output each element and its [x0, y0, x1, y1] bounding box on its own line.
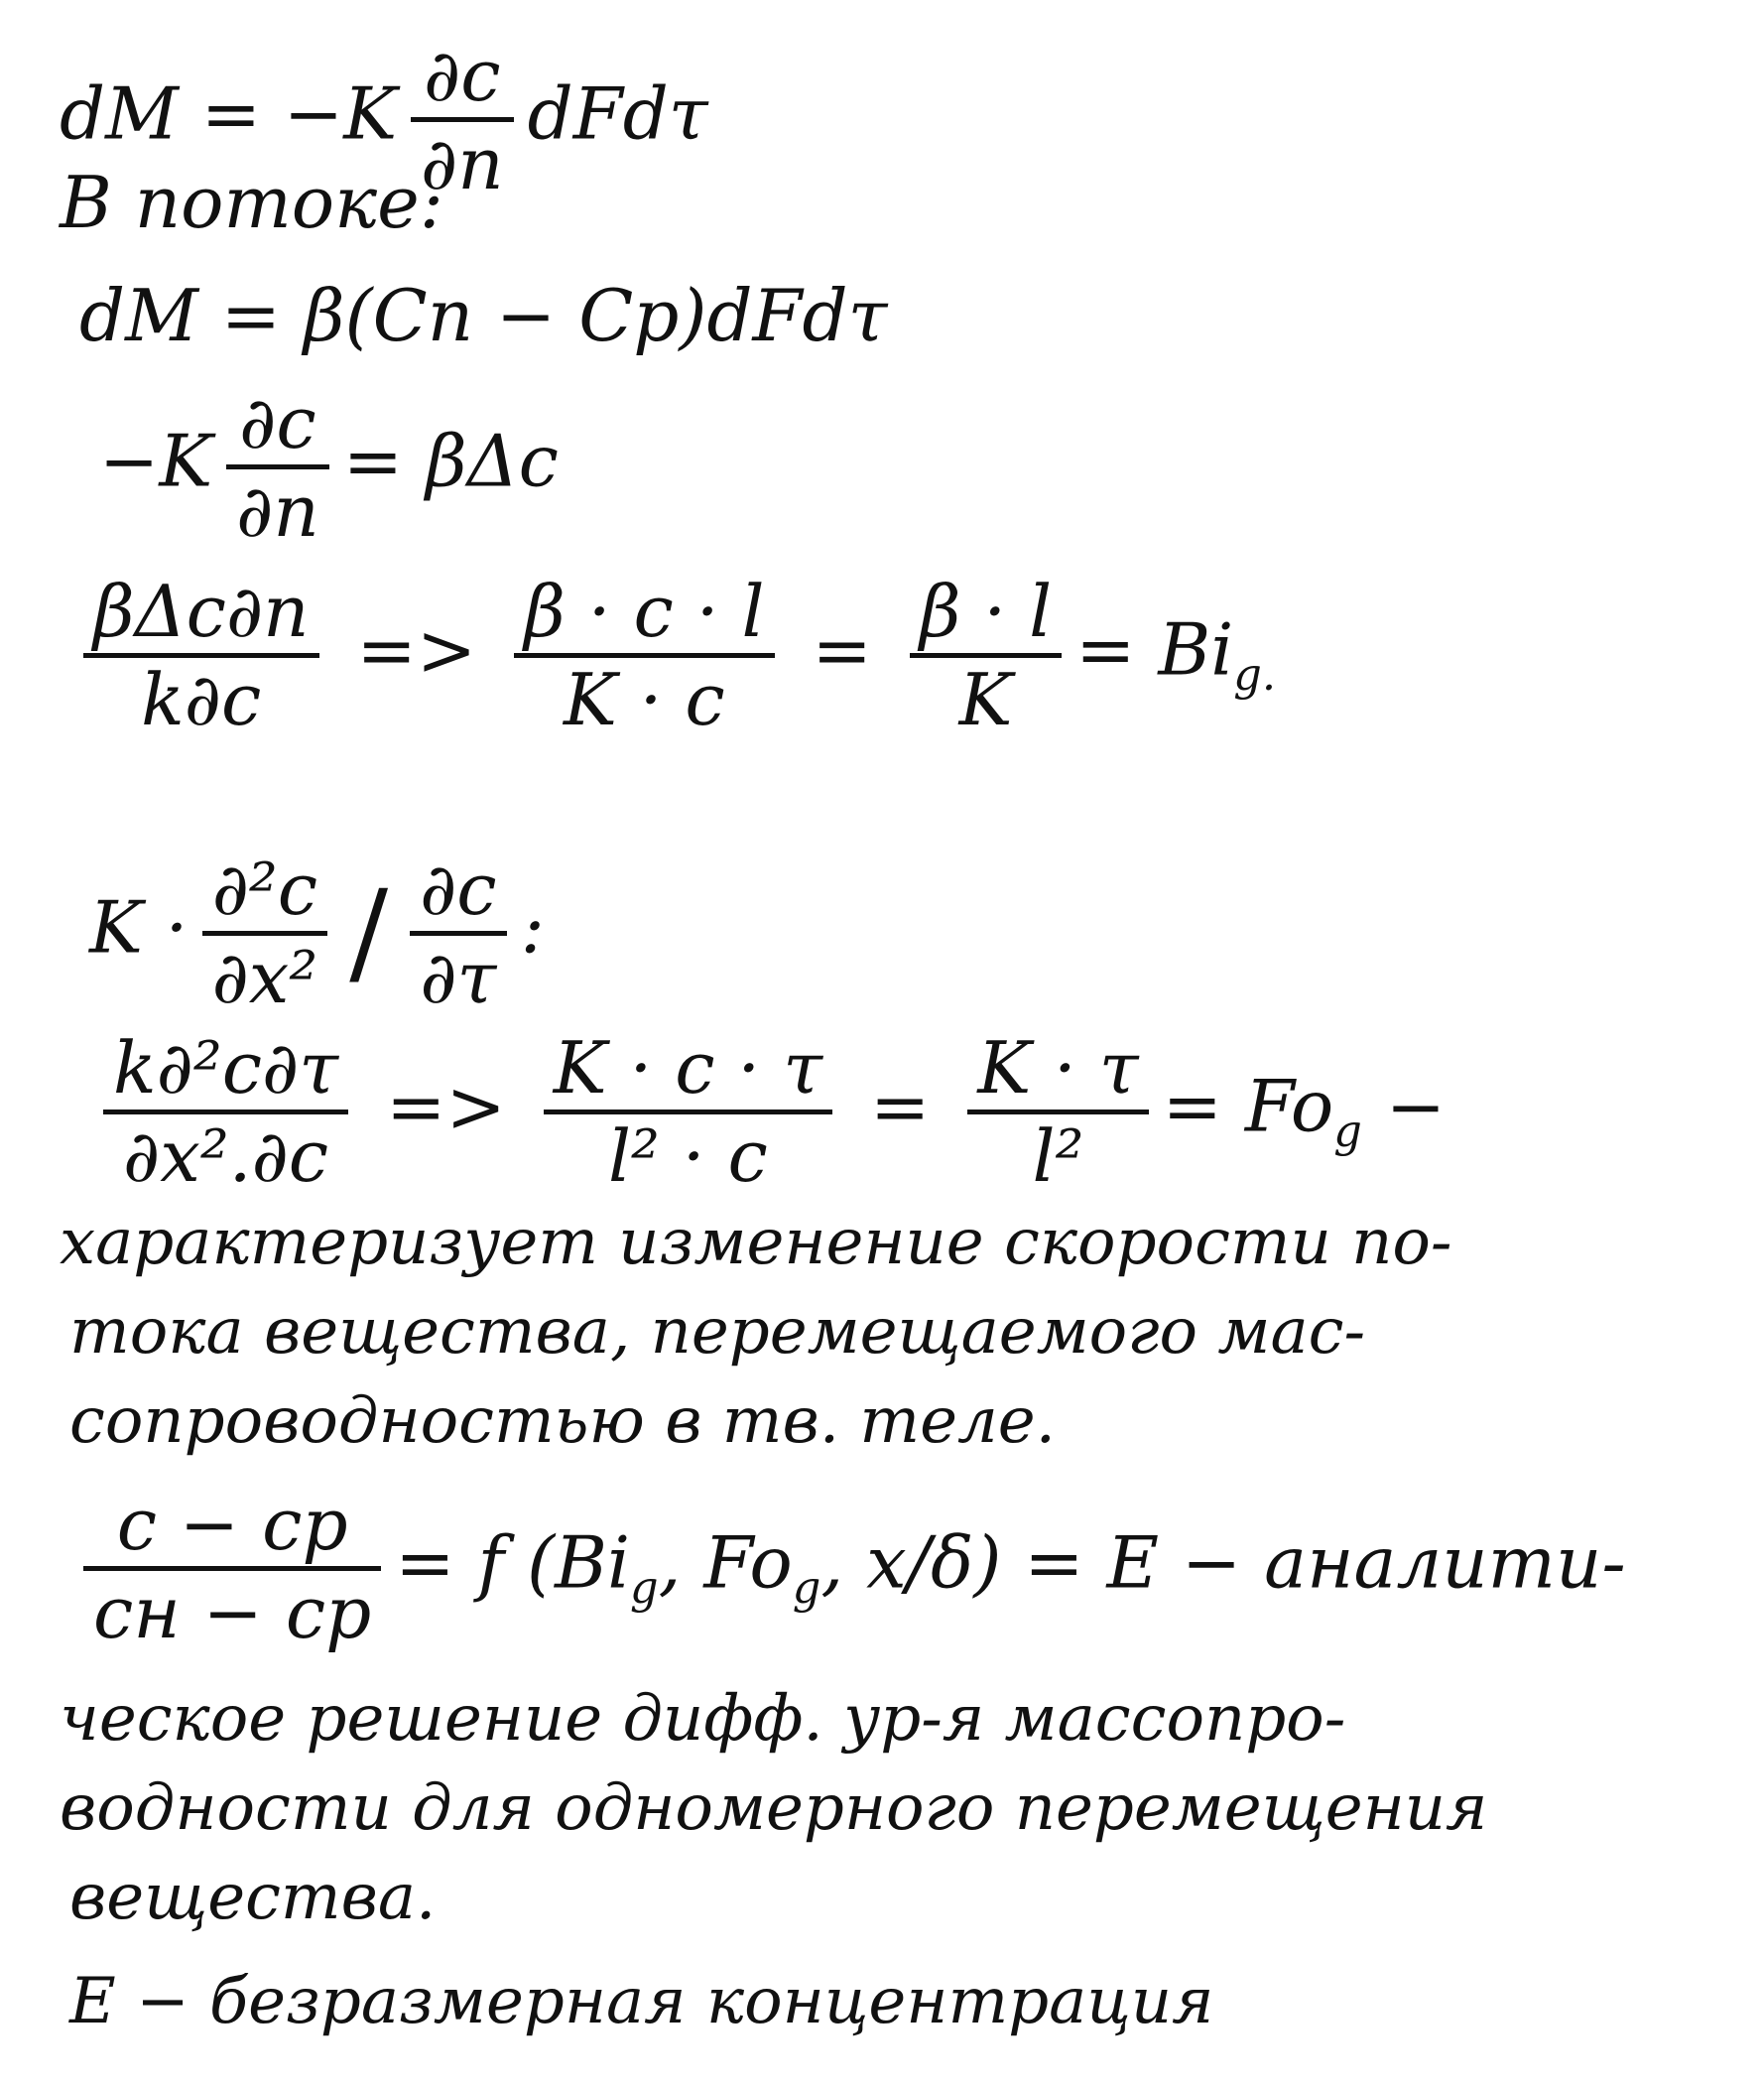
eq7-tail-subscript: g — [1333, 1106, 1362, 1158]
eq6-tail: : — [520, 885, 545, 970]
equation-line-6 — [89, 848, 545, 1019]
eq7-f1-denominator: ∂x².∂c — [122, 1114, 329, 1198]
heading-in-flow: В потоке: — [60, 161, 443, 244]
eq5-f2-denominator: K · c — [563, 658, 725, 741]
eq5-fraction-1 — [83, 570, 319, 741]
equation-line-5-biot — [69, 570, 1277, 741]
eq7-f1-numerator: k∂²c∂τ — [103, 1032, 348, 1114]
eq5-f1-numerator: βΔc∂n — [83, 576, 319, 658]
eq5-fraction-2 — [514, 570, 774, 741]
equation-line-4 — [99, 381, 559, 553]
eq7-fraction-3 — [967, 1026, 1148, 1198]
eq8-fraction-1 — [83, 1483, 381, 1654]
eq7-dash: − — [1385, 1064, 1447, 1148]
eq8-f1-denominator: cн − cp — [93, 1571, 372, 1654]
eq6-f1-numerator: ∂²c — [202, 853, 328, 936]
eq7-equals: = — [870, 1064, 931, 1148]
eq5-tail: = Bi — [1075, 607, 1234, 692]
text-line-1: характеризует изменение скорости по- — [60, 1206, 1452, 1279]
eq8-end: , x/δ) = E − аналити- — [820, 1520, 1626, 1605]
equation-line-8-dimensionless — [69, 1483, 1626, 1654]
eq8-mid: , Fo — [658, 1520, 793, 1605]
eq7-f2-numerator: K · c · τ — [544, 1032, 832, 1114]
text-line-6: вещества. — [69, 1861, 437, 1934]
eq1-fraction-denominator: ∂n — [421, 122, 504, 205]
eq5-tail-subscript: g. — [1233, 649, 1277, 702]
eq7-fraction-2 — [544, 1026, 832, 1198]
eq7-f3-numerator: K · τ — [967, 1032, 1148, 1114]
eq4-tail: = βΔc — [342, 419, 559, 503]
text-line-4: ческое решение дифф. ур-я массопро- — [60, 1682, 1346, 1756]
eq6-f2-denominator: ∂τ — [420, 936, 497, 1019]
eq7-arrow: => — [386, 1064, 506, 1148]
eq5-equals: = — [812, 607, 872, 692]
eq1-tail: dFdτ — [527, 71, 708, 156]
equation-line-3: dM = β(Cп − Cp)dFdτ — [79, 274, 888, 357]
eq8-tail: = f (Bi — [395, 1520, 631, 1605]
eq5-f3-numerator: β · l — [910, 576, 1062, 658]
eq6-lead: K · — [89, 885, 189, 970]
eq1-lead: dM = −K — [60, 71, 398, 156]
text-line-5: водности для одномерного перемещения — [60, 1771, 1488, 1845]
eq6-slash: / — [349, 865, 389, 999]
eq8-f1-numerator: c − cp — [83, 1489, 381, 1571]
eq1-fraction-numerator: ∂c — [411, 40, 514, 122]
eq7-fraction-1 — [103, 1026, 348, 1198]
eq7-f2-denominator: l² · c — [607, 1114, 768, 1198]
eq4-fraction-numerator: ∂c — [226, 387, 329, 469]
eq7-tail: = Fo — [1162, 1064, 1334, 1148]
eq4-lead: −K — [99, 419, 213, 503]
eq6-f2-numerator: ∂c — [410, 853, 507, 936]
eq7-f3-denominator: l² — [1032, 1114, 1084, 1198]
eq5-f1-denominator: k∂c — [141, 658, 262, 741]
text-line-7: E − безразмерная концентрация — [69, 1965, 1214, 2038]
equation-line-7-fourier — [89, 1026, 1469, 1198]
eq6-f1-denominator: ∂x² — [211, 936, 318, 1019]
eq4-fraction-denominator: ∂n — [236, 469, 319, 553]
eq6-fraction-2 — [410, 848, 507, 1019]
eq6-fraction-1 — [202, 848, 328, 1019]
eq5-arrow: => — [356, 607, 477, 692]
eq5-f2-numerator: β · c · l — [514, 576, 774, 658]
text-line-3: сопроводностью в тв. теле. — [69, 1384, 1056, 1458]
eq5-fraction-3 — [910, 570, 1062, 741]
eq4-fraction — [226, 381, 329, 553]
eq8-subscript-2: g — [792, 1562, 821, 1615]
text-line-2: тока вещества, перемещаемого мас- — [69, 1295, 1366, 1369]
eq8-subscript-1: g — [630, 1562, 659, 1615]
eq5-f3-denominator: K — [958, 658, 1013, 741]
